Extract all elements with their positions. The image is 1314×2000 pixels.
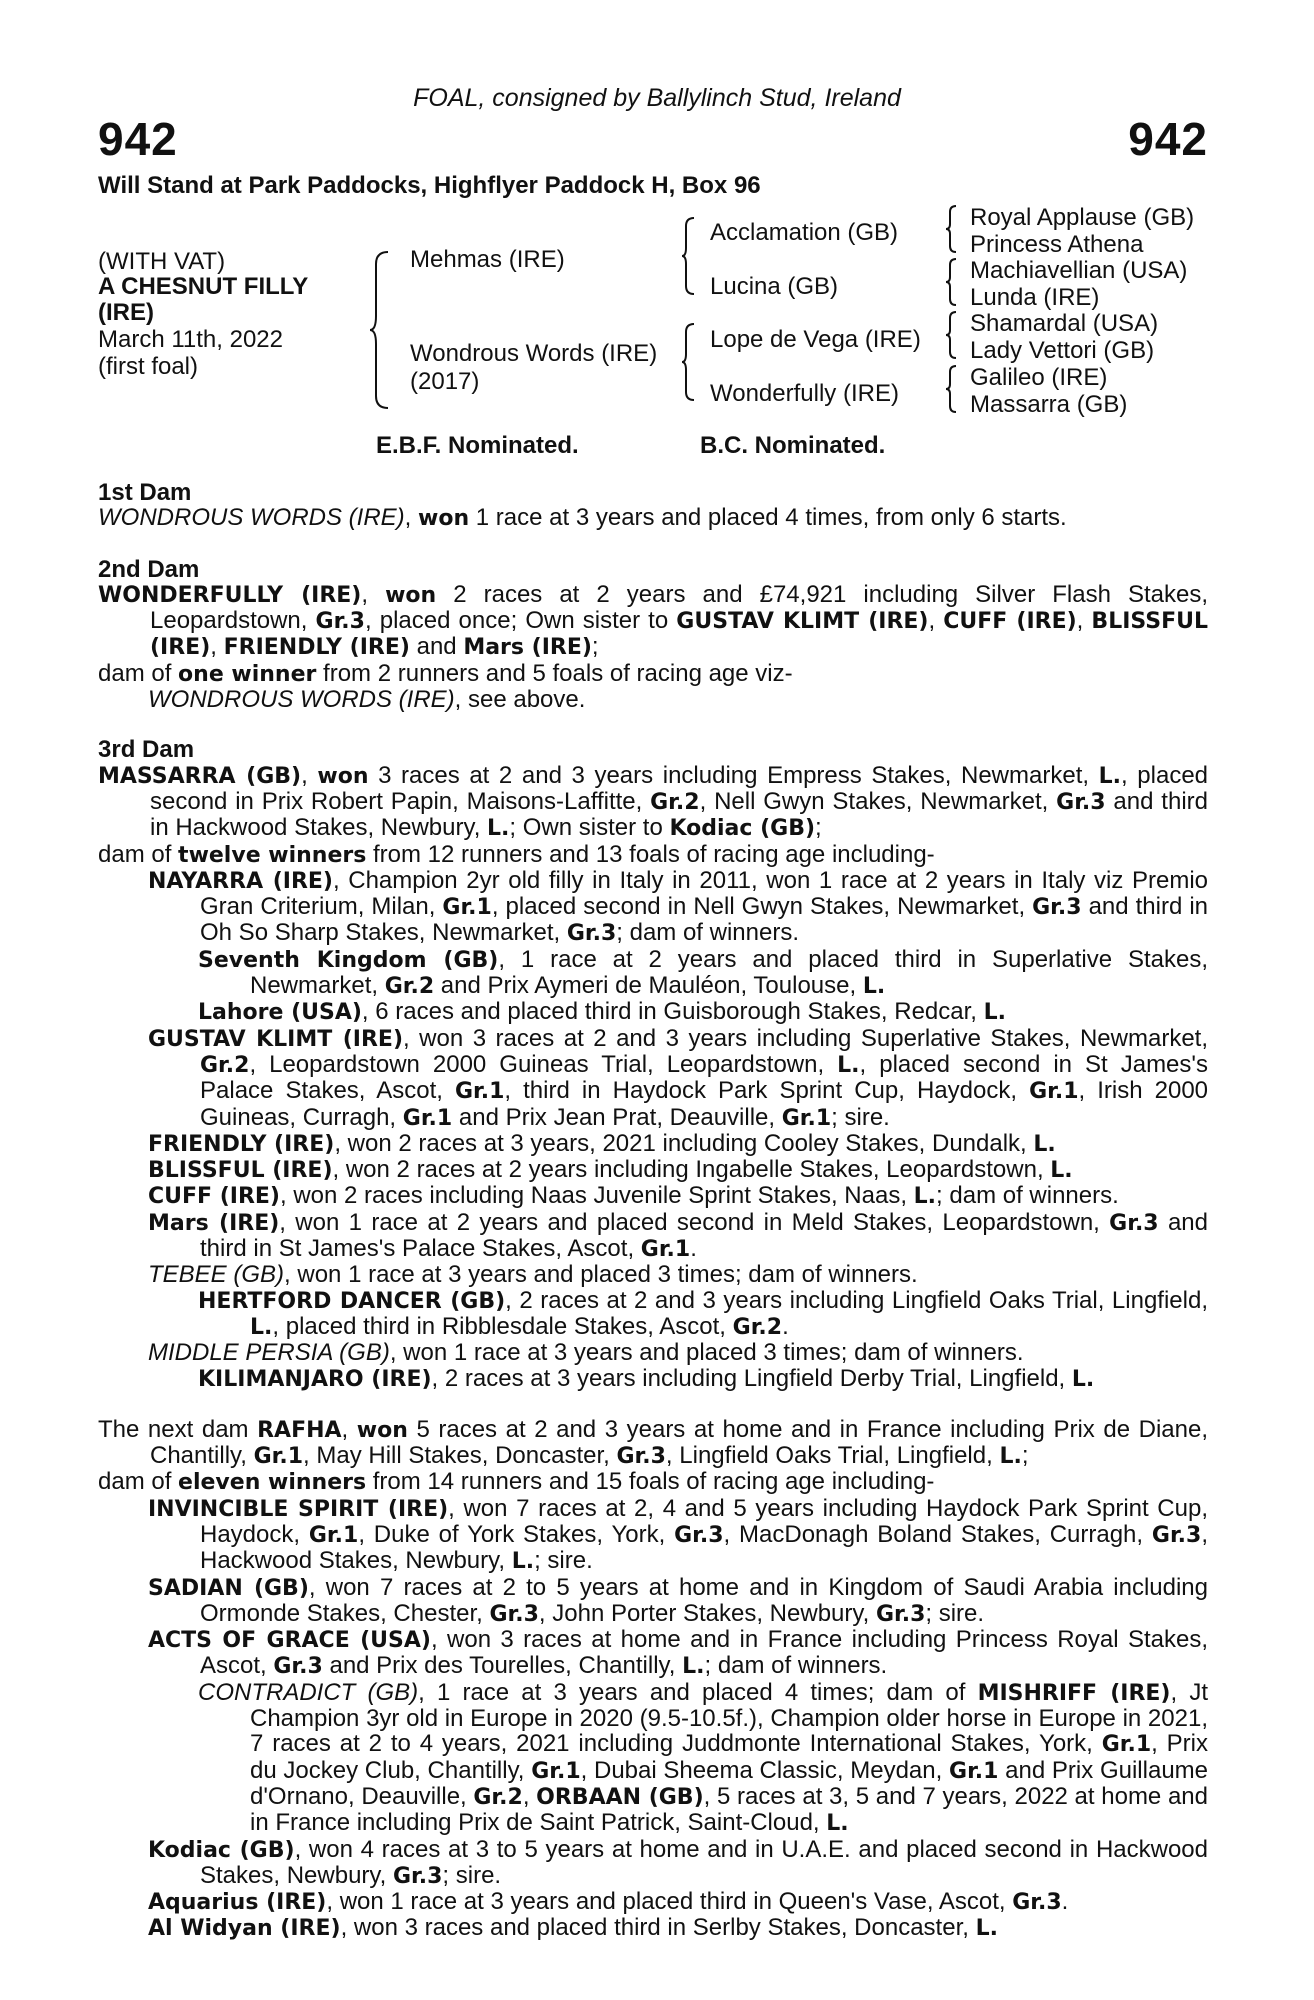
second-dam-title: 2nd Dam	[98, 555, 200, 583]
pedigree-g4-8: Massarra (GB)	[970, 391, 1128, 418]
pedigree-entry: Aquarius (IRE), won 1 race at 3 years and placed third in Queen's Vase, Ascot, Gr.3.	[148, 1888, 1069, 1916]
pedigree-entry: GUSTAV KLIMT (IRE), won 3 races at 2 and 3 years including Superlative Stakes, Newmarket, Gr.2, Leopardstown 2000 Guineas Trial, Leopardstown, L., placed second in St James's Palace Stakes, Ascot, Gr.1, third in Haydock Park Sprint Cup, Haydock, Gr.1, Irish 2000 Guineas, Curragh, Gr.1 and Prix Jean Prat, Deauville, Gr.1; sire.	[148, 1024, 1209, 1131]
pedigree-entry: CUFF (IRE), won 2 races including Naas Juvenile Sprint Stakes, Naas, L.; dam of winners.	[148, 1182, 1119, 1210]
consignor-line: FOAL, consigned by Ballylinch Stud, Ireland	[413, 84, 901, 112]
pedigree-entry: The next dam RAFHA, won 5 races at 2 and 3 years at home and in France including Prix de Diane, Chantilly, Gr.1, May Hill Stakes, Doncaster, Gr.3, Lingfield Oaks Trial, Lingfield, L.;	[98, 1415, 1208, 1470]
lot-number-left: 942	[98, 113, 178, 165]
pedigree-entry: Lahore (USA), 6 races and placed third in Guisborough Stakes, Redcar, L.	[198, 998, 1007, 1026]
pedigree-g4-7: Galileo (IRE)	[970, 364, 1108, 391]
pedigree-entry: INVINCIBLE SPIRIT (IRE), won 7 races at 2, 4 and 5 years including Haydock Park Sprint Cup, Haydock, Gr.1, Duke of York Stakes, York, Gr.3, MacDonagh Boland Stakes, Curragh, Gr.3, Hackwood Stakes, Newbury, L.; sire.	[148, 1494, 1208, 1575]
pedigree-entry: HERTFORD DANCER (GB), 2 races at 2 and 3 years including Lingfield Oaks Trial, Lingfield, L., placed third in Ribblesdale Stakes, Ascot, Gr.2.	[198, 1286, 1209, 1340]
pedigree-entry: FRIENDLY (IRE), won 2 races at 3 years, 2021 including Cooley Stakes, Dundalk, L.	[148, 1129, 1056, 1157]
pedigree-sire-sire: Acclamation (GB)	[710, 219, 899, 246]
horse-name-line2: (IRE)	[98, 299, 154, 326]
pedigree-entry: Seventh Kingdom (GB), 1 race at 2 years and placed third in Superlative Stakes, Newmarket, Gr.2 and Prix Aymeri de Mauléon, Toulouse, L.	[198, 945, 1208, 1000]
pedigree-g4-3: Machiavellian (USA)	[970, 257, 1188, 284]
pedigree-entry: Kodiac (GB), won 4 races at 3 to 5 years at home and in U.A.E. and placed second in Hackwood Stakes, Newbury, Gr.3; sire.	[148, 1835, 1208, 1889]
next-dam-list	[98, 1417, 1208, 1942]
bc-nominated: B.C. Nominated.	[700, 432, 886, 459]
vat-note: (WITH VAT)	[98, 248, 226, 275]
pedigree-entry: MASSARRA (GB), won 3 races at 2 and 3 years including Empress Stakes, Newmarket, L., placed second in Prix Robert Papin, Maisons-Laffitte, Gr.2, Nell Gwyn Stakes, Newmarket, Gr.3 and third in Hackwood Stakes, Newbury, L.; Own sister to Kodiac (GB);	[98, 761, 1209, 842]
pedigree-entry: NAYARRA (IRE), Champion 2yr old filly in Italy in 2011, won 1 race at 2 years in Italy viz Premio Gran Criterium, Milan, Gr.1, placed second in Nell Gwyn Stakes, Newmarket, Gr.3 and third in Oh So Sharp Stakes, Newmarket, Gr.3; dam of winners.	[148, 866, 1208, 947]
pedigree-brace-g4-3	[944, 310, 960, 360]
pedigree-entry: dam of eleven winners from 14 runners and 15 foals of racing age including-	[98, 1468, 935, 1496]
stand-location: Will Stand at Park Paddocks, Highflyer Paddock H, Box 96	[98, 172, 761, 199]
pedigree-g4-4: Lunda (IRE)	[970, 284, 1100, 311]
pedigree-entry: MIDDLE PERSIA (GB), won 1 race at 3 years and placed 3 times; dam of winners.	[148, 1339, 1024, 1367]
pedigree-entry: BLISSFUL (IRE), won 2 races at 2 years including Ingabelle Stakes, Leopardstown, L.	[148, 1156, 1073, 1184]
pedigree-brace-main	[368, 250, 394, 410]
pedigree-g4-1: Royal Applause (GB)	[970, 204, 1195, 231]
ebf-nominated: E.B.F. Nominated.	[376, 432, 579, 459]
pedigree-dam-dam: Wonderfully (IRE)	[710, 380, 899, 407]
pedigree-brace-g4-2	[944, 257, 960, 307]
first-dam-text: WONDROUS WORDS (IRE), won 1 race at 3 years and placed 4 times, from only 6 starts.	[98, 504, 1067, 532]
pedigree-brace-sire	[680, 216, 698, 296]
pedigree-dam-year: (2017)	[410, 368, 480, 395]
pedigree-brace-dam	[680, 322, 698, 402]
foal-note: (first foal)	[98, 353, 199, 380]
horse-name-line1: A CHESNUT FILLY	[98, 273, 309, 300]
pedigree-entry: Mars (IRE), won 1 race at 2 years and placed second in Meld Stakes, Leopardstown, Gr.3 and third in St James's Palace Stakes, Ascot, Gr.1.	[148, 1208, 1208, 1263]
third-dam-title: 3rd Dam	[98, 736, 195, 764]
third-dam-list	[98, 763, 1208, 1392]
pedigree-entry: SADIAN (GB), won 7 races at 2 to 5 years at home and in Kingdom of Saudi Arabia including Ormonde Stakes, Chester, Gr.3, John Porter Stakes, Newbury, Gr.3; sire.	[148, 1573, 1208, 1627]
catalogue-body	[98, 480, 1208, 1942]
pedigree-sire-dam: Lucina (GB)	[710, 273, 839, 300]
foaling-date: March 11th, 2022	[98, 326, 284, 353]
pedigree-entry: KILIMANJARO (IRE), 2 races at 3 years including Lingfield Derby Trial, Lingfield, L.	[198, 1364, 1095, 1392]
pedigree-entry: dam of one winner from 2 runners and 5 foals of racing age viz-	[98, 659, 793, 687]
first-dam-title: 1st Dam	[98, 479, 192, 506]
pedigree-g4-2: Princess Athena	[970, 231, 1144, 258]
second-dam-list	[98, 582, 1208, 712]
pedigree-dam: Wondrous Words (IRE)	[410, 340, 658, 367]
lot-number-right: 942	[1128, 113, 1208, 165]
pedigree-entry: TEBEE (GB), won 1 race at 3 years and placed 3 times; dam of winners.	[148, 1261, 918, 1289]
pedigree-entry: WONDERFULLY (IRE), won 2 races at 2 years and £74,921 including Silver Flash Stakes, Leopardstown, Gr.3, placed once; Own sister to GUSTAV KLIMT (IRE), CUFF (IRE), BLISSFUL (IRE), FRIENDLY (IRE) and Mars (IRE);	[98, 580, 1209, 661]
pedigree-g4-5: Shamardal (USA)	[970, 310, 1159, 337]
pedigree-sire: Mehmas (IRE)	[410, 246, 565, 273]
pedigree-entry: WONDROUS WORDS (IRE), see above.	[148, 686, 586, 714]
pedigree-g4-6: Lady Vettori (GB)	[970, 337, 1155, 364]
pedigree-entry: CONTRADICT (GB), 1 race at 3 years and placed 4 times; dam of MISHRIFF (IRE), Jt Champion 3yr old in Europe in 2020 (9.5-10.5f.), Champion older horse in Europe in 2021, 7 races at 2 to 4 years, 2021 including Juddmonte International Stakes, York, Gr.1, Prix du Jockey Club, Chantilly, Gr.1, Dubai Sheema Classic, Meydan, Gr.1 and Prix Guillaume d'Ornano, Deauville, Gr.2, ORBAAN (GB), 5 races at 3, 5 and 7 years, 2022 at home and in France including Prix de Saint Patrick, Saint-Cloud, L.	[198, 1678, 1209, 1837]
pedigree-dam-sire: Lope de Vega (IRE)	[710, 326, 921, 353]
pedigree-entry: Al Widyan (IRE), won 3 races and placed third in Serlby Stakes, Doncaster, L.	[148, 1914, 998, 1942]
pedigree-entry: dam of twelve winners from 12 runners and 13 foals of racing age including-	[98, 840, 935, 868]
pedigree-brace-g4-1	[944, 204, 960, 254]
pedigree-brace-g4-4	[944, 364, 960, 414]
pedigree-entry: ACTS OF GRACE (USA), won 3 races at home and in France including Princess Royal Stakes, Ascot, Gr.3 and Prix des Tourelles, Chantilly, L.; dam of winners.	[148, 1626, 1209, 1680]
